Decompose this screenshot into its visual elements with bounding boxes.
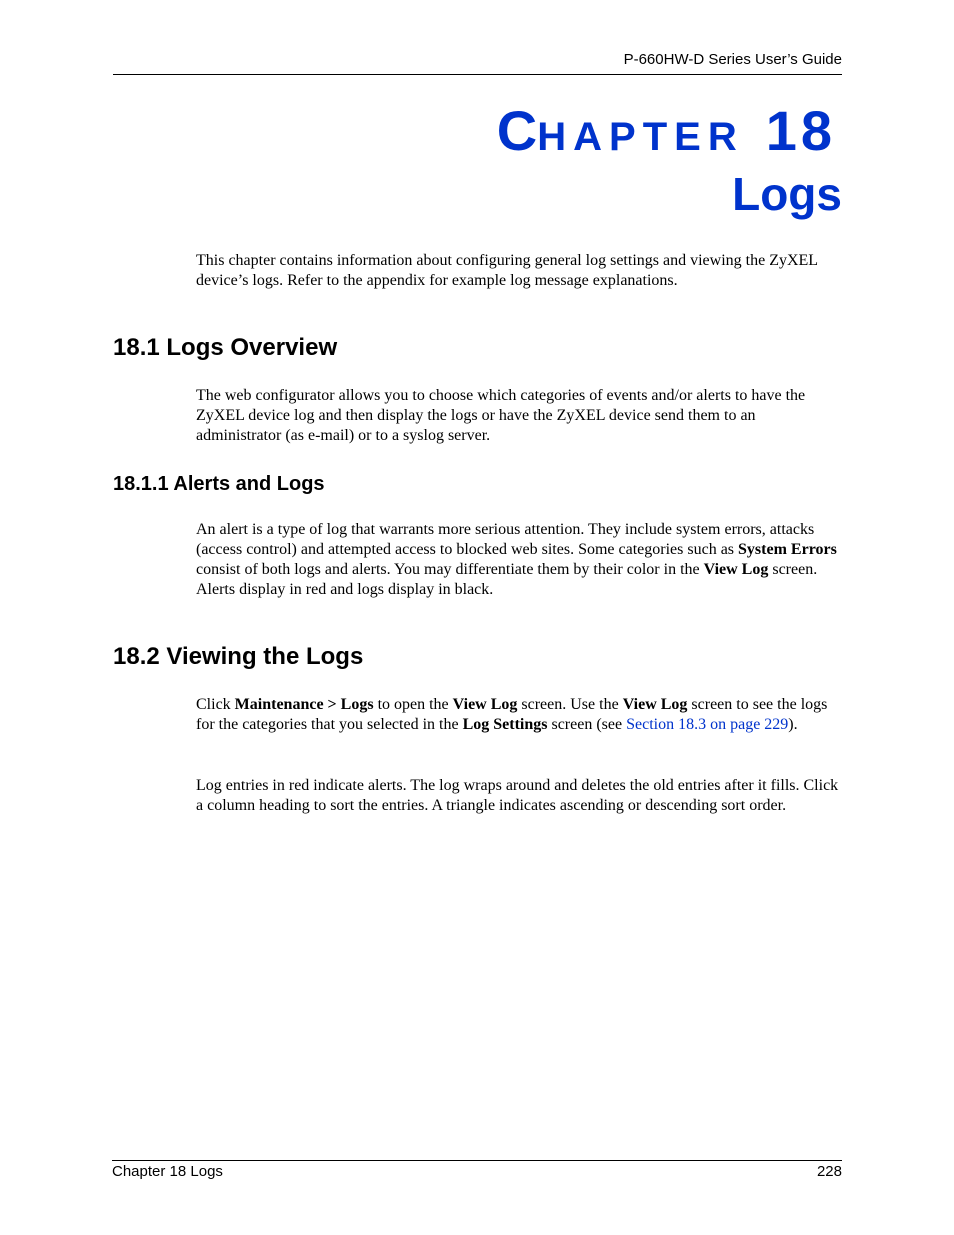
section-18-1-1-text [196,520,842,600]
bold-term-system-errors: System Errors [738,541,837,558]
intro-paragraph [196,251,842,291]
text-run: consist of both logs and alerts. You may differentiate them by their color in the [196,561,704,578]
text-run: to open the [373,696,453,713]
section-18-2-text-1 [196,695,842,735]
text-run: Click [196,696,235,713]
bold-term-view-log: View Log [622,696,688,713]
chapter-label [497,96,836,172]
section-18-2-text-2: Log entries in red indicate alerts. The log wraps around and deletes the old entries after it fills. Click a column heading to sort the entries. A triangle indicates ascending or descending sort order. [196,777,839,814]
chapter-label-rest: HAPTER [537,115,744,159]
guide-title: P-660HW-D Series User’s Guide [623,51,842,68]
page-footer [112,1160,842,1182]
chapter-label-initial: C [496,99,538,162]
section-18-2-paragraph-2 [196,776,842,816]
chapter-number: 18 [765,99,836,162]
section-heading-18-1-1: 18.1.1 Alerts and Logs [113,473,325,495]
section-18-1-paragraph [196,386,842,446]
footer-chapter-ref: Chapter 18 Logs [112,1163,223,1180]
section-18-1-1-paragraph [196,520,842,600]
bold-term-maintenance-logs: Maintenance > Logs [234,696,374,713]
text-run: screen (see [547,716,627,733]
section-18-3-link[interactable]: Section 18.3 on page 229 [626,716,789,733]
section-heading-18-1: 18.1 Logs Overview [113,334,338,361]
section-18-2-paragraph-1 [196,695,842,735]
chapter-title: Logs [732,168,842,220]
section-heading-18-2: 18.2 Viewing the Logs [113,643,364,670]
text-run: ). [788,716,798,733]
bold-term-view-log: View Log [452,696,518,713]
intro-text: This chapter contains information about configuring general log settings and viewing the ZyXEL device’s logs. Refer to the appendix for example log message explanations. [196,252,818,289]
page-header [113,50,842,75]
text-run: screen. Alerts display in red and logs display in black. [196,561,818,598]
bold-term-log-settings: Log Settings [462,716,548,733]
bold-term-view-log: View Log [703,561,769,578]
text-run: screen. Use the [517,696,623,713]
section-18-1-text: The web configurator allows you to choose which categories of events and/or alerts to have the ZyXEL device log and then display the logs or have the ZyXEL device send them to an administrator (as e-mail) or to a syslog server. [196,387,806,444]
text-run: An alert is a type of log that warrants more serious attention. They include system errors, attacks (access control) and attempted access to blocked web sites. Some categories such as [196,521,815,558]
footer-page-number: 228 [816,1163,842,1180]
text-run: screen to see the logs for the categories that you selected in the [196,696,828,733]
